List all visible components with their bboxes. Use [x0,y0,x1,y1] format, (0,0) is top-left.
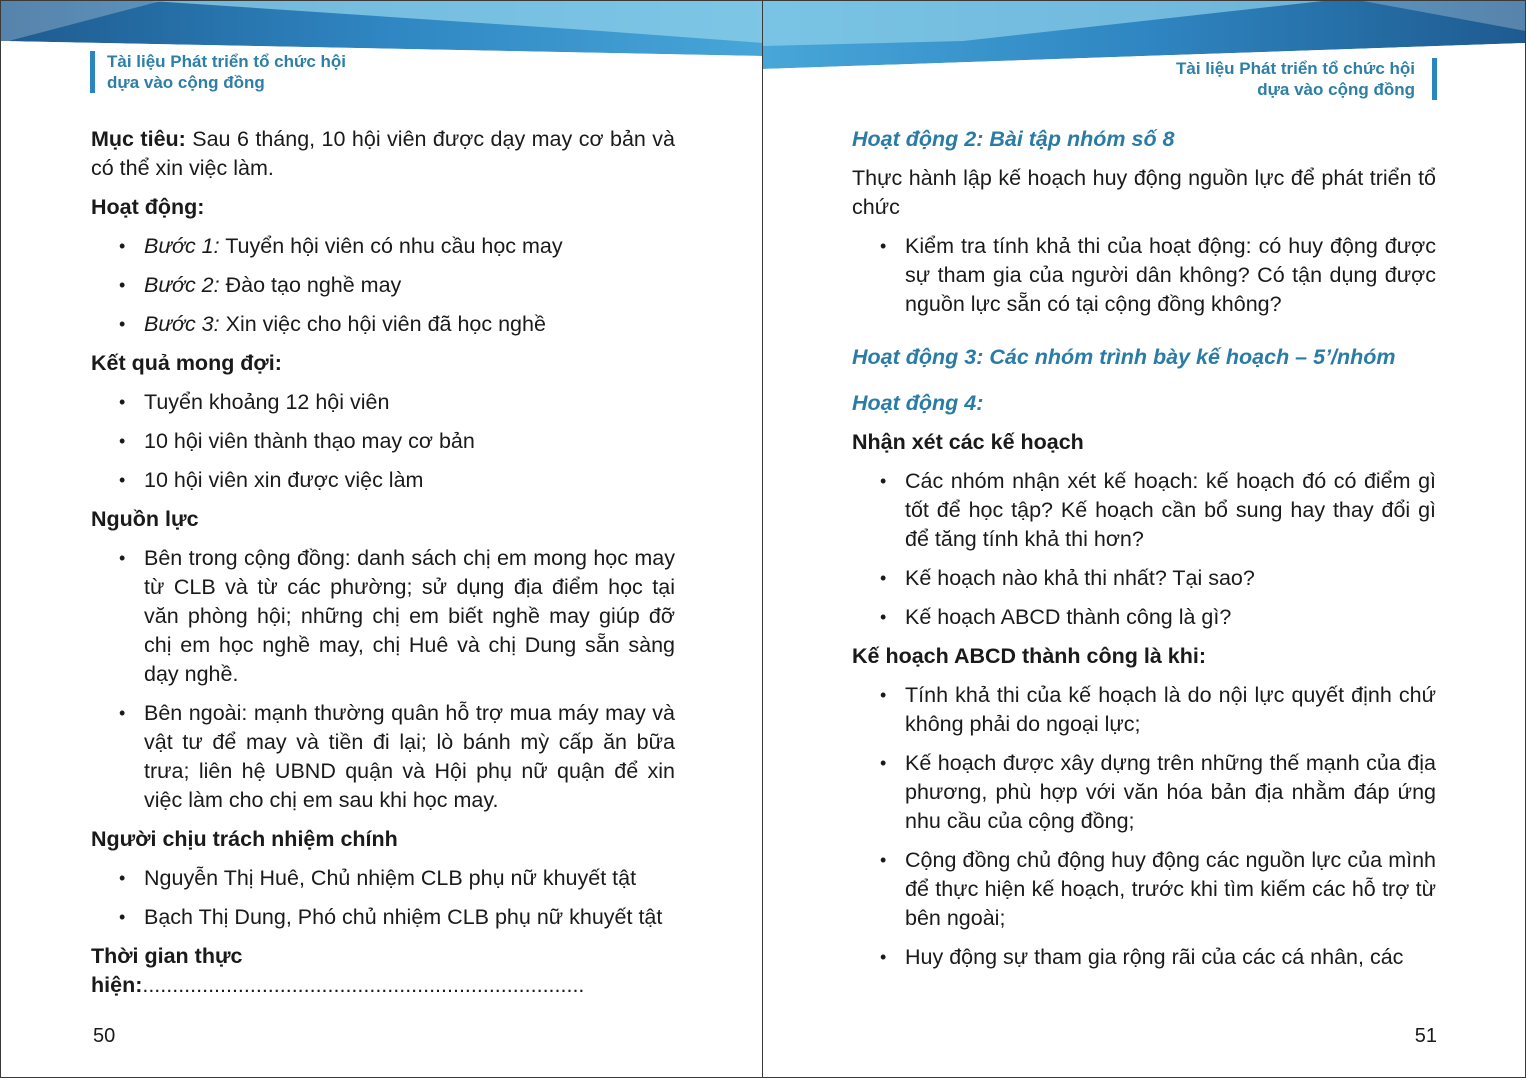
list-item [852,232,1436,319]
steps-list [91,232,675,339]
responsible-heading: Người chịu trách nhiệm chính [91,827,398,851]
running-head [1176,58,1415,100]
right-page [763,0,1526,1078]
list-item [91,864,675,893]
running-head-line-2: dựa vào cộng đồng [107,73,265,92]
list-item [852,564,1436,593]
bullet-icon: • [119,907,126,927]
bullet-icon: • [119,703,126,723]
list-item [91,903,675,932]
step-label: Bước 2: [144,273,220,297]
list-item [852,846,1436,933]
activity-2-bullet-text: Kiểm tra tính khả thi của hoạt động: có huy động được sự tham gia của người dân không? Có tận dụng được nguồn lực sẵn có tại cộng đồng không? [905,234,1436,316]
list-item [91,271,675,300]
running-head-bar [90,51,95,93]
page-number: 51 [1414,1025,1437,1047]
result-text: Tuyển khoảng 12 hội viên [144,390,390,414]
bullet-icon: • [880,685,887,705]
timeline-fill-line: .......................................................................... [142,973,585,997]
resources-list [91,544,675,815]
list-item [852,943,1436,972]
running-head-line-2: dựa vào cộng đồng [1257,80,1415,99]
objective-label: Mục tiêu: [91,127,186,151]
review-text: Các nhóm nhận xét kế hoạch: kế hoạch đó có điểm gì tốt để học tập? Kế hoạch cần bổ sung hay thay đổi gì để tăng tính khả thi hơn? [905,469,1436,551]
bullet-icon: • [119,431,126,451]
list-item [91,466,675,495]
activity-4-heading: Hoạt động 4: [852,391,984,415]
result-text: 10 hội viên thành thạo may cơ bản [144,429,475,453]
bullet-icon: • [119,392,126,412]
running-head [107,51,346,93]
review-list [852,467,1436,632]
list-item [852,681,1436,739]
activity-2-list [852,232,1436,319]
bullet-icon: • [880,236,887,256]
left-page-content [91,125,675,1010]
success-text: Huy động sự tham gia rộng rãi của các cá nhân, các [905,945,1404,969]
list-item [91,232,675,261]
spacer [852,329,1436,343]
review-text: Kế hoạch nào khả thi nhất? Tại sao? [905,566,1255,590]
bullet-icon: • [119,548,126,568]
list-item [91,699,675,815]
left-page [0,0,763,1078]
list-item [91,427,675,456]
resource-text: Bên trong cộng đồng: danh sách chị em mong học may từ CLB và từ các phường; sử dụng địa điểm học tại văn phòng hội; những chị em biết nghề may giúp đỡ chị em học nghề may, chị Huê và chị Dung sẵn sàng dạy nghề. [144,546,675,686]
list-item [91,544,675,689]
bullet-icon: • [119,236,126,256]
activity-3-heading: Hoạt động 3: Các nhóm trình bày kế hoạch – 5’/nhóm [852,345,1396,369]
success-list [852,681,1436,972]
step-text: Xin việc cho hội viên đã học nghề [219,312,546,336]
responsible-text: Nguyễn Thị Huê, Chủ nhiệm CLB phụ nữ khuyết tật [144,866,637,890]
step-label: Bước 1: [144,234,220,258]
success-heading: Kế hoạch ABCD thành công là khi: [852,644,1206,668]
resources-heading: Nguồn lực [91,507,199,531]
right-page-content [852,125,1436,982]
list-item [852,749,1436,836]
bullet-icon: • [119,868,126,888]
success-text: Kế hoạch được xây dựng trên những thế mạnh của địa phương, phù hợp với văn hóa bản địa nhằm đáp ứng nhu cầu của cộng đồng; [905,751,1436,833]
bullet-icon: • [880,568,887,588]
review-heading: Nhận xét các kế hoạch [852,430,1084,454]
list-item [852,467,1436,554]
bullet-icon: • [880,947,887,967]
bullet-icon: • [119,314,126,334]
step-text: Đào tạo nghề may [219,273,402,297]
timeline-row [91,942,675,1000]
bullet-icon: • [880,753,887,773]
responsible-list [91,864,675,932]
timeline-label: Thời gian thực hiện: [91,944,243,997]
activity-2-text: Thực hành lập kế hoạch huy động nguồn lực để phát triển tổ chức [852,166,1436,219]
responsible-text: Bạch Thị Dung, Phó chủ nhiệm CLB phụ nữ khuyết tật [144,905,663,929]
step-label: Bước 3: [144,312,220,336]
objective-text: Sau 6 tháng, 10 hội viên được dạy may cơ bản và có thể xin việc làm. [91,127,676,180]
results-heading: Kết quả mong đợi: [91,351,282,375]
running-head-line-1: Tài liệu Phát triển tổ chức hội [1175,59,1415,78]
success-text: Cộng đồng chủ động huy động các nguồn lực của mình để thực hiện kế hoạch, trước khi tìm kiếm các hỗ trợ từ bên ngoài; [905,848,1436,930]
review-text: Kế hoạch ABCD thành công là gì? [905,605,1232,629]
result-text: 10 hội viên xin được việc làm [144,468,424,492]
bullet-icon: • [880,607,887,627]
activity-2-heading: Hoạt động 2: Bài tập nhóm số 8 [852,127,1175,151]
running-head-line-1: Tài liệu Phát triển tổ chức hội [107,52,347,71]
step-text: Tuyển hội viên có nhu cầu học may [219,234,563,258]
bullet-icon: • [119,275,126,295]
list-item [91,388,675,417]
list-item [91,310,675,339]
results-list [91,388,675,495]
page-number: 50 [93,1025,116,1047]
running-head-bar [1432,58,1437,100]
objective-paragraph [91,125,675,183]
resource-text: Bên ngoài: mạnh thường quân hỗ trợ mua máy may và vật tư để may và tiền đi lại; lò bánh mỳ cấp ăn bữa trưa; liên hệ UBND quận và Hội phụ nữ quận để xin việc làm cho chị em sau khi học may. [144,701,675,812]
bullet-icon: • [880,471,887,491]
list-item [852,603,1436,632]
activities-heading: Hoạt động: [91,195,205,219]
bullet-icon: • [119,470,126,490]
success-text: Tính khả thi của kế hoạch là do nội lực quyết định chứ không phải do ngoại lực; [905,683,1436,736]
bullet-icon: • [880,850,887,870]
